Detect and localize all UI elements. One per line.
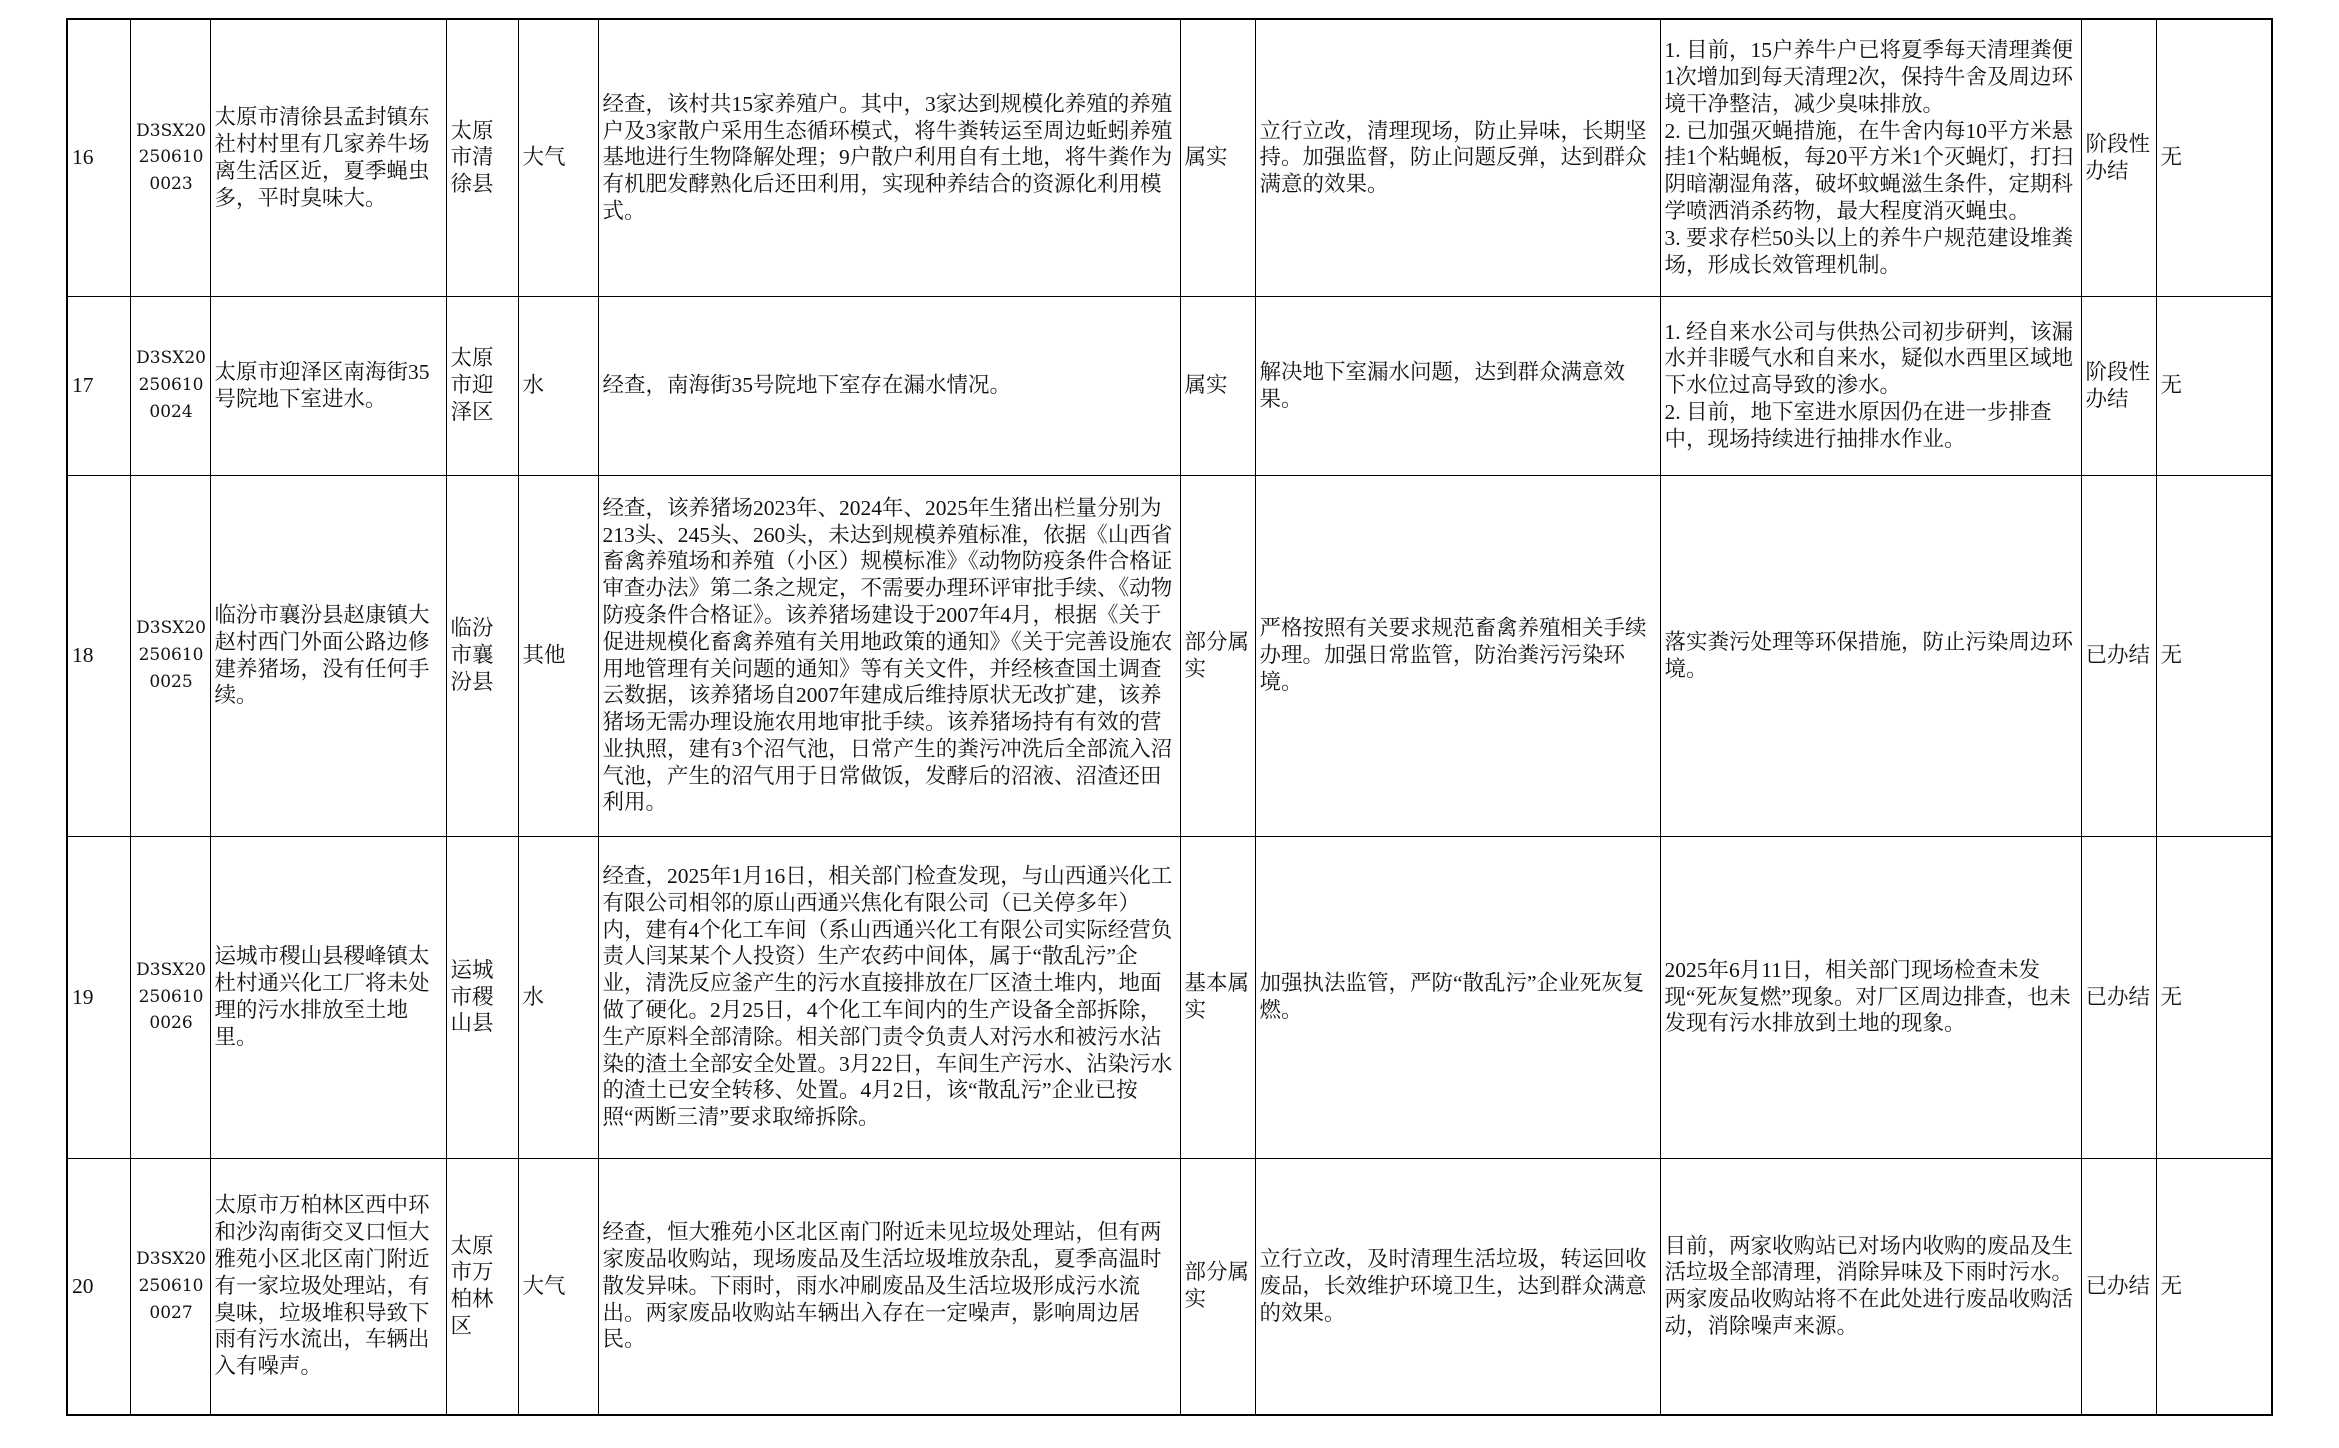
row-number-cell: 18 — [67, 475, 130, 836]
verdict-cell: 基本属实 — [1180, 836, 1255, 1158]
location-cell: 太原市迎泽区 — [446, 296, 518, 475]
handling-opinion-cell: 立行立改，及时清理生活垃圾，转运回收废品，长效维护环境卫生，达到群众满意的效果。 — [1255, 1158, 1660, 1415]
case-id-text: D3SX202506100023 — [136, 120, 206, 195]
table-row — [67, 296, 2272, 475]
progress-item: 2. 目前，地下室进水原因仍在进一步排查中，现场持续进行抽排水作业。 — [1664, 399, 2052, 451]
investigation-cell: 经查，恒大雅苑小区北区南门附近未见垃圾处理站，但有两家废品收购站，现场废品及生活垃圾堆放杂乱，夏季高温时散发异味。下雨时，雨水冲刷废品及生活垃圾形成污水流出。两家废品收购站车辆出入存在一定噪声，影响周边居民。 — [598, 1158, 1180, 1415]
location-cell: 临汾市襄汾县 — [446, 475, 518, 836]
pollution-type-cell: 水 — [518, 296, 598, 475]
handling-opinion-cell: 严格按照有关要求规范畜禽养殖相关手续办理。加强日常监管，防治粪污污染环境。 — [1255, 475, 1660, 836]
pollution-type-cell: 大气 — [518, 19, 598, 296]
remarks-cell: 无 — [2156, 836, 2272, 1158]
progress-item: 目前，两家收购站已对场内收购的废品及生活垃圾全部清理，消除异味及下雨时污水。两家废品收购站将不在此处进行废品收购活动，消除噪声来源。 — [1664, 1233, 2074, 1339]
progress-item: 1. 经自来水公司与供热公司初步研判，该漏水并非暖气水和自来水，疑似水西里区域地下水位过高导致的渗水。 — [1664, 319, 2074, 398]
case-table — [66, 18, 2273, 1416]
table-row — [67, 836, 2272, 1158]
complaint-cell: 临汾市襄汾县赵康镇大赵村西门外面公路边修建养猪场，没有任何手续。 — [210, 475, 446, 836]
progress-item: 3. 要求存栏50头以上的养牛户规范建设堆粪场，形成长效管理机制。 — [1664, 225, 2074, 277]
investigation-cell: 经查，该村共15家养殖户。其中，3家达到规模化养殖的养殖户及3家散户采用生态循环模式，将牛粪转运至周边蚯蚓养殖基地进行生物降解处理；9户散户利用自有土地，将牛粪作为有机肥发酵熟化后还田利用，实现种养结合的资源化利用模式。 — [598, 19, 1180, 296]
remarks-cell: 无 — [2156, 296, 2272, 475]
progress-cell — [1660, 296, 2081, 475]
pollution-type-cell: 水 — [518, 836, 598, 1158]
location-cell: 运城市稷山县 — [446, 836, 518, 1158]
case-id-cell — [130, 1158, 210, 1415]
case-id-text: D3SX202506100026 — [136, 959, 206, 1034]
location-cell: 太原市万柏林区 — [446, 1158, 518, 1415]
progress-item: 1. 目前，15户养牛户已将夏季每天清理粪便1次增加到每天清理2次，保持牛舍及周边环境干净整洁，减少臭味排放。 — [1664, 38, 2074, 116]
status-cell: 已办结 — [2081, 475, 2156, 836]
table-body — [67, 19, 2272, 1415]
verdict-cell: 部分属实 — [1180, 1158, 1255, 1415]
remarks-cell: 无 — [2156, 475, 2272, 836]
status-cell: 阶段性办结 — [2081, 19, 2156, 296]
row-number-cell: 19 — [67, 836, 130, 1158]
status-cell: 已办结 — [2081, 1158, 2156, 1415]
table-row — [67, 475, 2272, 836]
progress-item: 落实粪污处理等环保措施，防止污染周边环境。 — [1664, 629, 2074, 681]
progress-item: 2025年6月11日，相关部门现场检查未发现“死灰复燃”现象。对厂区周边排查，也未发现有污水排放到土地的现象。 — [1664, 957, 2071, 1036]
verdict-cell: 部分属实 — [1180, 475, 1255, 836]
table-row — [67, 19, 2272, 296]
remarks-cell: 无 — [2156, 1158, 2272, 1415]
row-number-cell: 20 — [67, 1158, 130, 1415]
row-number-cell: 16 — [67, 19, 130, 296]
remarks-cell: 无 — [2156, 19, 2272, 296]
status-cell: 阶段性办结 — [2081, 296, 2156, 475]
pollution-type-cell: 大气 — [518, 1158, 598, 1415]
row-number-cell: 17 — [67, 296, 130, 475]
case-id-cell — [130, 19, 210, 296]
handling-opinion-cell: 解决地下室漏水问题，达到群众满意效果。 — [1255, 296, 1660, 475]
progress-item: 2. 已加强灭蝇措施，在牛舍内每10平方米悬挂1个粘蝇板，每20平方米1个灭蝇灯，打扫阴暗潮湿角落，破坏蚊蝇滋生条件，定期科学喷洒消杀药物，最大程度消灭蝇虫。 — [1664, 118, 2074, 223]
location-cell: 太原市清徐县 — [446, 19, 518, 296]
investigation-cell: 经查，2025年1月16日，相关部门检查发现，与山西通兴化工有限公司相邻的原山西通兴焦化有限公司（已关停多年）内，建有4个化工车间（系山西通兴化工有限公司实际经营负责人闫某某个人投资）生产农药中间体，属于“散乱污”企业，清洗反应釜产生的污水直接排放在厂区渣土堆内，地面做了硬化。2月25日，4个化工车间内的生产设备全部拆除，生产原料全部清除。相关部门责令负责人对污水和被污水沾染的渣土全部安全处置。3月22日，车间生产污水、沾染污水的渣土已安全转移、处置。4月2日，该“散乱污”企业已按照“两断三清”要求取缔拆除。 — [598, 836, 1180, 1158]
investigation-cell: 经查，南海街35号院地下室存在漏水情况。 — [598, 296, 1180, 475]
verdict-cell: 属实 — [1180, 19, 1255, 296]
complaint-cell: 太原市万柏林区西中环和沙沟南街交叉口恒大雅苑小区北区南门附近有一家垃圾处理站，有臭味，垃圾堆积导致下雨有污水流出，车辆出入有噪声。 — [210, 1158, 446, 1415]
progress-cell — [1660, 1158, 2081, 1415]
case-id-text: D3SX202506100027 — [136, 1249, 206, 1323]
investigation-cell: 经查，该养猪场2023年、2024年、2025年生猪出栏量分别为213头、245头、260头，未达到规模养殖标准，依据《山西省畜禽养殖场和养殖（小区）规模标准》《动物防疫条件合格证审查办法》第二条之规定，不需要办理环评审批手续、《动物防疫条件合格证》。该养猪场建设于2007年4月，根据《关于促进规模化畜禽养殖有关用地政策的通知》《关于完善设施农用地管理有关问题的通知》等有关文件，并经核查国土调查云数据，该养猪场自2007年建成后维持原状无改扩建，该养猪场无需办理设施农用地审批手续。该养猪场持有有效的营业执照，建有3个沼气池，日常产生的粪污冲洗后全部流入沼气池，产生的沼气用于日常做饭，发酵后的沼液、沼渣还田利用。 — [598, 475, 1180, 836]
case-id-cell — [130, 836, 210, 1158]
table-row — [67, 1158, 2272, 1415]
case-id-text: D3SX202506100024 — [136, 348, 206, 422]
complaint-cell: 太原市清徐县孟封镇东社村村里有几家养牛场离生活区近，夏季蝇虫多，平时臭味大。 — [210, 19, 446, 296]
complaint-cell: 运城市稷山县稷峰镇太杜村通兴化工厂将未处理的污水排放至土地里。 — [210, 836, 446, 1158]
progress-cell — [1660, 19, 2081, 296]
handling-opinion-cell: 加强执法监管，严防“散乱污”企业死灰复燃。 — [1255, 836, 1660, 1158]
progress-cell — [1660, 475, 2081, 836]
status-cell: 已办结 — [2081, 836, 2156, 1158]
complaint-cell: 太原市迎泽区南海街35号院地下室进水。 — [210, 296, 446, 475]
case-id-text: D3SX202506100025 — [136, 618, 206, 692]
pollution-type-cell: 其他 — [518, 475, 598, 836]
progress-cell — [1660, 836, 2081, 1158]
case-id-cell — [130, 475, 210, 836]
case-id-cell — [130, 296, 210, 475]
handling-opinion-cell: 立行立改，清理现场，防止异味，长期坚持。加强监督，防止问题反弹，达到群众满意的效果。 — [1255, 19, 1660, 296]
verdict-cell: 属实 — [1180, 296, 1255, 475]
